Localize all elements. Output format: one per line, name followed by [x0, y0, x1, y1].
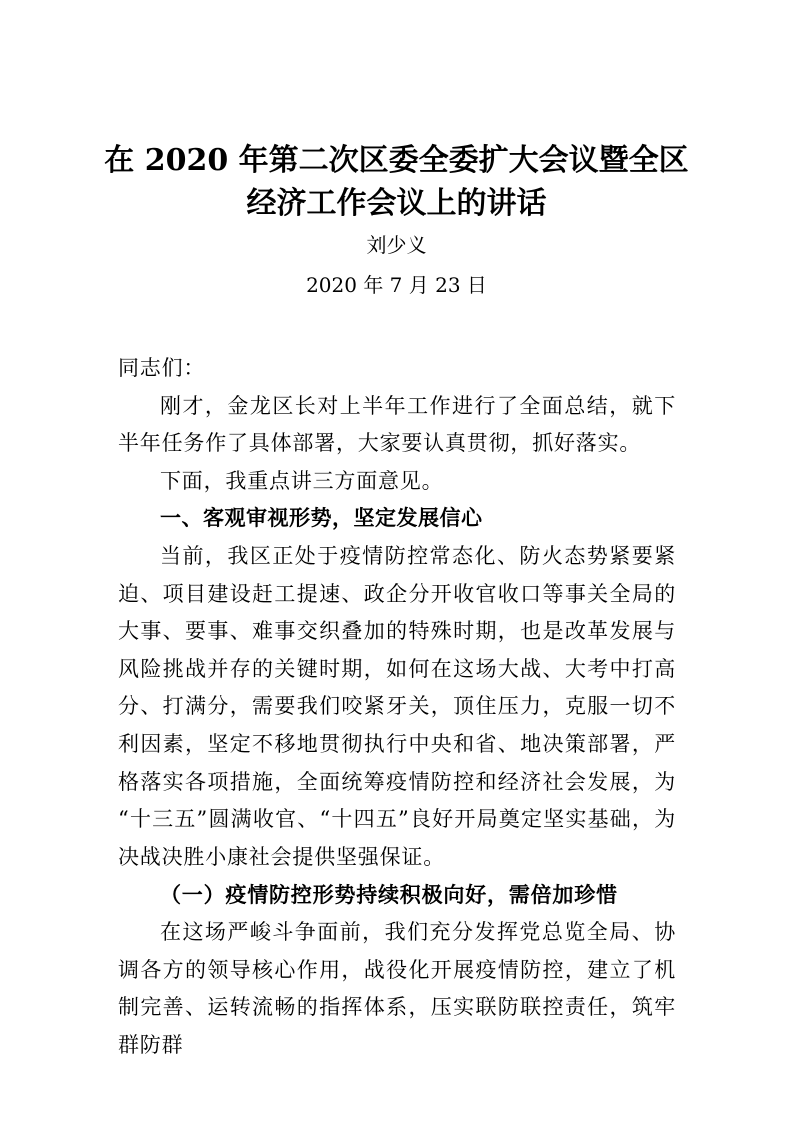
document-title-line-2: 经济工作会议上的讲话 — [246, 186, 547, 221]
salutation-line: 同志们： — [118, 356, 206, 380]
document-title-line-1: 在 2020 年第二次区委全委扩大会议暨全区 — [104, 143, 689, 178]
body-paragraph: 在这场严峻斗争面前，我们充分发挥党总览全局、协调各方的领导核心作用，战役化开展疫情防控，建立了机制完善、运转流畅的指挥体系，压实联防联控责任，筑牢群防群 — [118, 919, 676, 1057]
body-paragraph: 下面，我重点讲三方面意见。 — [160, 468, 444, 493]
document-header — [0, 139, 793, 305]
body-paragraph: 当前，我区正处于疫情防控常态化、防火态势紧要紧迫、项目建设赶工提速、政企分开收官收口等事关全局的大事、要事、难事交织叠加的特殊时期，也是改革发展与风险挑战并存的关键时期，如何在这场大战、大考中打高分、打满分，需要我们咬紧牙关，顶住压力，克服一切不利因素，坚定不移地贯彻执行中央和省、地决策部署，严格落实各项措施，全面统筹疫情防控和经济社会发展，为“十三五”圆满收官、“十四五”良好开局奠定坚实基础，为决战决胜小康社会提供坚强保证。 — [118, 543, 676, 869]
document-title — [0, 139, 793, 225]
subsection-heading: （一）疫情防控形势持续积极向好，需倍加珍惜 — [160, 882, 618, 908]
section-heading: 一、客观审视形势，坚定发展信心 — [160, 506, 483, 531]
document-date: 2020 年 7 月 23 日 — [306, 273, 487, 297]
document-author: 刘少义 — [366, 233, 427, 257]
document-body — [118, 350, 676, 1064]
body-paragraph: 刚才，金龙区长对上半年工作进行了全面总结，就下半年任务作了具体部署，大家要认真贯彻，抓好落实。 — [118, 393, 676, 456]
